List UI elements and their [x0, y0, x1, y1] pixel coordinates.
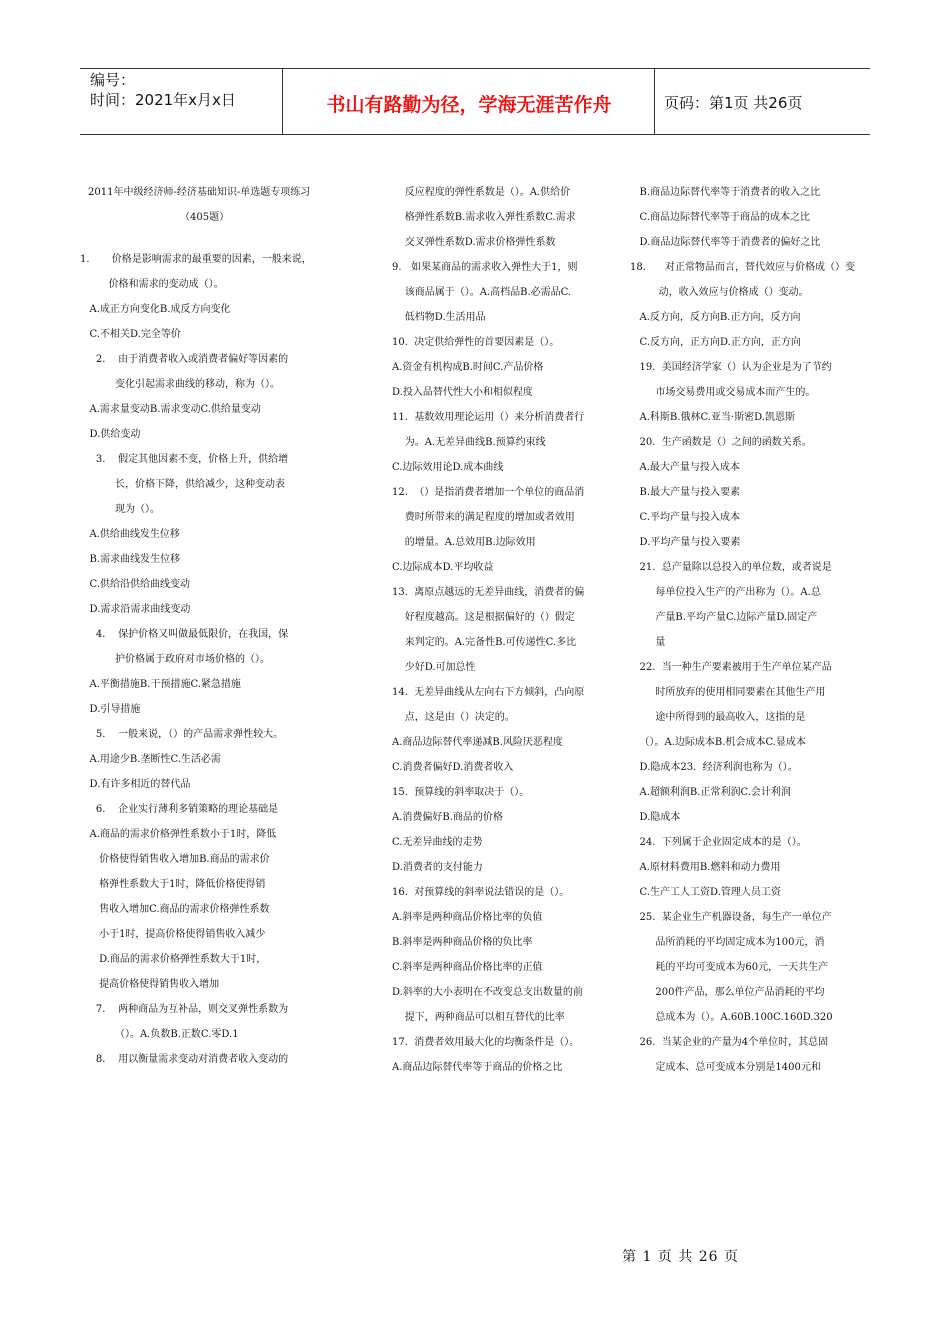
text-line: D.商品的需求价格弹性系数大于1时， — [80, 954, 267, 965]
text-line: D.投入品替代性大小和相似程度 — [392, 387, 533, 398]
text-line: 24. 下列属于企业固定成本的是（）。 — [630, 837, 807, 848]
header-page-info: 页码：第1页 共26页 — [664, 94, 803, 112]
text-line: 低档物D.生活用品 — [392, 312, 486, 323]
text-line: 26. 当某企业的产量为4个单位时，其总固 — [630, 1037, 829, 1048]
text-line: A.商品边际替代率等于商品的价格之比 — [392, 1062, 563, 1073]
page-footer: 第 1 页 共 26 页 — [622, 1249, 739, 1265]
text-line: 格弹性系数B.需求收入弹性系数C.需求 — [392, 212, 576, 223]
text-line: 提下，两种商品可以相互替代的比率 — [392, 1012, 565, 1023]
header-divider-left — [282, 68, 283, 134]
text-line: 定成本、总可变成本分别是1400元和 — [630, 1062, 821, 1073]
text-line: 动，收入效应与价格成（）变动。 — [630, 287, 809, 298]
text-line: C.边际成本D.平均收益 — [392, 562, 494, 573]
text-line: 小于1时，提高价格使得销售收入减少 — [80, 929, 266, 940]
text-line: 变化引起需求曲线的移动，称为（）。 — [80, 379, 280, 390]
text-line: 价格使得销售收入增加B.商品的需求价 — [80, 854, 270, 865]
text-line: 22. 当一种生产要素被用于生产单位某产品 — [630, 662, 832, 673]
text-line: 产量B.平均产量C.边际产量D.固定产 — [630, 612, 818, 623]
text-line: A.商品的需求价格弹性系数小于1时，降低 — [80, 829, 277, 840]
text-line: A.平衡措施B.干预措施C.紧急措施 — [80, 679, 241, 690]
text-line: D.需求沿需求曲线变动 — [80, 604, 191, 615]
text-line: 反应程度的弹性系数是（）。A.供给价 — [392, 187, 571, 198]
text-line: 费时所带来的满足程度的增加或者效用 — [392, 512, 575, 523]
text-line: 的增量。A.总效用B.边际效用 — [392, 537, 536, 548]
text-line: 该商品属于（）。A.高档品B.必需品C. — [392, 287, 572, 298]
text-line: 7. 两种商品为互补品，则交叉弹性系数为 — [80, 1004, 289, 1015]
header-meta — [90, 70, 236, 110]
text-line: 途中所得到的最高收入，这指的是 — [630, 712, 806, 723]
text-line: D.引导措施 — [80, 704, 141, 715]
number-label: 编号： — [90, 71, 136, 89]
text-line: 点，这是由（）决定的。 — [392, 712, 515, 723]
text-line: 3. 假定其他因素不变，价格上升，供给增 — [80, 454, 289, 465]
column-3-lines — [630, 180, 870, 1080]
text-line: 品所消耗的平均固定成本为100元，消 — [630, 937, 825, 948]
document-subtitle: （405题） — [180, 212, 230, 223]
text-line: 耗的平均可变成本为60元，一天共生产 — [630, 962, 829, 973]
text-line: 19. 美国经济学家（）认为企业是为了节约 — [630, 362, 832, 373]
column-3 — [630, 180, 870, 1080]
text-line: B.最大产量与投入要素 — [630, 487, 741, 498]
text-line: D.消费者的支付能力 — [392, 862, 483, 873]
text-line: C.消费者偏好D.消费者收入 — [392, 762, 514, 773]
text-line: 9. 如果某商品的需求收入弹性大于1，则 — [392, 262, 578, 273]
text-line: 时所放弃的使用相同要素在其他生产用 — [630, 687, 826, 698]
text-line: D.隐成本 — [630, 812, 681, 823]
text-line: D.有许多相近的替代品 — [80, 779, 191, 790]
text-line: D.商品边际替代率等于消费者的偏好之比 — [630, 237, 821, 248]
text-line: 5. 一般来说，（）的产品需求弹性较大。 — [80, 729, 284, 740]
text-line: D.斜率的大小表明在不改变总支出数量的前 — [392, 987, 583, 998]
text-line: D.隐成本23. 经济利润也称为（）。 — [630, 762, 798, 773]
text-line: 提高价格使得销售收入增加 — [80, 979, 220, 990]
text-line: C.无差异曲线的走势 — [392, 837, 483, 848]
text-line: 来判定的。A.完备性B.可传递性C.多比 — [392, 637, 577, 648]
text-line: 少好D.可加总性 — [392, 662, 476, 673]
text-line: C.斜率是两种商品价格比率的正值 — [392, 962, 543, 973]
header-motto: 书山有路勤为径，学海无涯苦作舟 — [326, 94, 612, 116]
text-line: C.供给沿供给曲线变动 — [80, 579, 191, 590]
header-divider-right — [654, 68, 655, 134]
text-line: 12. （）是指消费者增加一个单位的商品消 — [392, 487, 585, 498]
text-line: 11. 基数效用理论运用（）来分析消费者行 — [392, 412, 585, 423]
text-line: 售收入增加C.商品的需求价格弹性系数 — [80, 904, 270, 915]
text-line: 4. 保护价格又叫做最低限价，在我国，保 — [80, 629, 289, 640]
text-line: A.科斯B.俄林C.亚当·斯密D.凯恩斯 — [630, 412, 795, 423]
column-2-lines — [392, 180, 602, 1080]
text-line: C.平均产量与投入成本 — [630, 512, 741, 523]
text-line: 10. 决定供给弹性的首要因素是（）。 — [392, 337, 560, 348]
text-line: A.反方向，反方向B.正方向，反方向 — [630, 312, 801, 323]
text-line: A.供给曲线发生位移 — [80, 529, 180, 540]
text-line: 市场交易费用或交易成本而产生的。 — [630, 387, 816, 398]
column-2 — [392, 180, 602, 1080]
text-line: 格弹性系数大于1时，降低价格使得销 — [80, 879, 266, 890]
text-line: 交叉弹性系数D.需求价格弹性系数 — [392, 237, 556, 248]
text-line: （）。A.负数B.正数C.零D.1 — [80, 1029, 239, 1040]
text-line: A.原材料费用B.燃料和动力费用 — [630, 862, 781, 873]
text-line: A.用途少B.垄断性C.生活必需 — [80, 754, 221, 765]
text-line: 现为（）。 — [80, 504, 160, 515]
text-line: D.平均产量与投入要素 — [630, 537, 741, 548]
text-line: 护价格属于政府对市场价格的（）。 — [80, 654, 270, 665]
text-line: A.需求量变动B.需求变动C.供给量变动 — [80, 404, 261, 415]
document-title: 2011年中级经济师-经济基础知识-单选题专项练习 — [88, 187, 311, 198]
text-line: B.斜率是两种商品价格的负比率 — [392, 937, 533, 948]
column-1-lines — [80, 247, 338, 1072]
text-line: 13. 离原点越远的无差异曲线，消费者的偏 — [392, 587, 585, 598]
text-line: 8. 用以衡量需求变动对消费者收入变动的 — [80, 1054, 289, 1065]
text-line: 16. 对预算线的斜率说法错误的是（）。 — [392, 887, 570, 898]
text-line: （）。A.边际成本B.机会成本C.显成本 — [630, 737, 806, 748]
time-label: 时间：2021年x月x日 — [90, 91, 236, 109]
column-1 — [80, 180, 338, 1072]
text-line: C.不相关D.完全等价 — [80, 329, 181, 340]
text-line: 1. 价格是影响需求的最重要的因素，一般来说， — [80, 254, 312, 265]
text-line: A.商品边际替代率递减B.风险厌恶程度 — [392, 737, 563, 748]
text-line: A.斜率是两种商品价格比率的负值 — [392, 912, 543, 923]
header-top-rule — [80, 68, 870, 69]
text-line: B.商品边际替代率等于消费者的收入之比 — [630, 187, 821, 198]
text-line: A.最大产量与投入成本 — [630, 462, 740, 473]
text-line: A.资金有机构成B.时间C.产品价格 — [392, 362, 544, 373]
text-line: C.生产工人工资D.管理人员工资 — [630, 887, 781, 898]
text-line: 21. 总产量除以总投入的单位数，或者说是 — [630, 562, 832, 573]
text-line: 20. 生产函数是（）之间的函数关系。 — [630, 437, 812, 448]
text-line: 价格和需求的变动成（）。 — [80, 279, 224, 290]
text-line: 18. 对正常物品而言，替代效应与价格成（）变 — [630, 262, 855, 273]
text-line: A.超额利润B.正常利润C.会计利润 — [630, 787, 791, 798]
text-line: 200件产品，那么单位产品消耗的平均 — [630, 987, 825, 998]
text-line: D.供给变动 — [80, 429, 141, 440]
text-line: C.商品边际替代率等于商品的成本之比 — [630, 212, 811, 223]
text-line: 17. 消费者效用最大化的均衡条件是（）。 — [392, 1037, 580, 1048]
text-line: 6. 企业实行薄利多销策略的理论基础是 — [80, 804, 279, 815]
text-line: 量 — [630, 637, 666, 648]
text-line: 2. 由于消费者收入或消费者偏好等因素的 — [80, 354, 289, 365]
text-line: A.消费偏好B.商品的价格 — [392, 812, 503, 823]
text-line: B.需求曲线发生位移 — [80, 554, 181, 565]
text-line: 为。A.无差异曲线B.预算约束线 — [392, 437, 546, 448]
text-line: 长，价格下降，供给减少，这种变动表 — [80, 479, 285, 490]
header-bottom-rule — [80, 134, 870, 135]
text-line: C.反方向，正方向D.正方向，正方向 — [630, 337, 801, 348]
text-line: C.边际效用论D.成本曲线 — [392, 462, 504, 473]
text-line: 14. 无差异曲线从左向右下方倾斜，凸向原 — [392, 687, 585, 698]
text-line: 每单位投入生产的产出称为（）。A.总 — [630, 587, 821, 598]
text-line: 总成本为（）。A.60B.100C.160D.320 — [630, 1012, 833, 1023]
text-line: A.成正方向变化B.成反方向变化 — [80, 304, 231, 315]
text-line: 25. 某企业生产机器设备，每生产一单位产 — [630, 912, 832, 923]
text-line: 15. 预算线的斜率取决于（）。 — [392, 787, 530, 798]
text-line: 好程度越高。这是根据偏好的（）假定 — [392, 612, 575, 623]
